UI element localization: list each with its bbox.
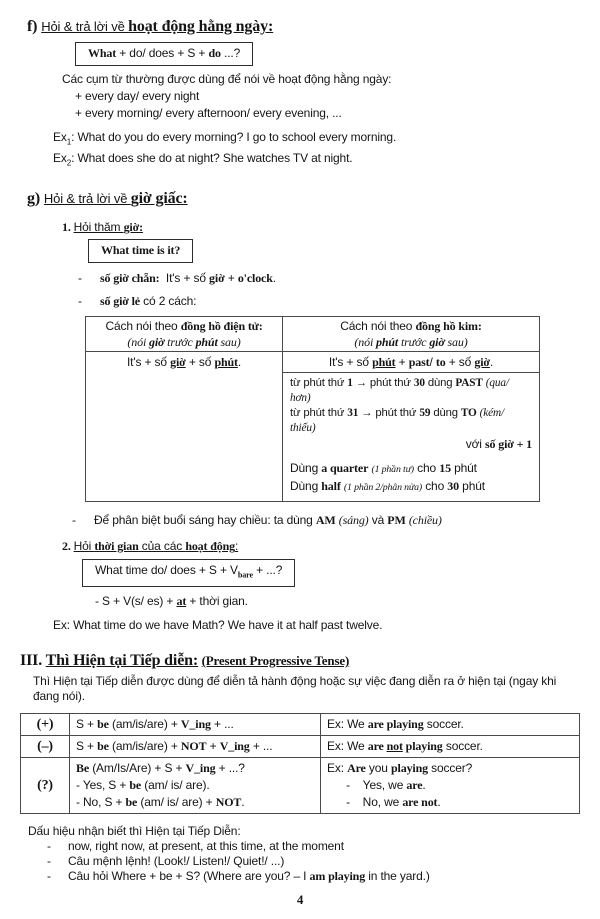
affirmative-sign: (+) xyxy=(21,714,70,736)
question-example: Ex: Are you playing soccer? - Yes, we are. - No, we are not. xyxy=(321,758,580,814)
phrase-every-morning: + every morning/ every afternoon/ every evening, ... xyxy=(75,106,342,120)
formula-box-what-do-does: What + do/ does + S + do ...? xyxy=(75,42,253,66)
signal-item xyxy=(47,854,600,869)
detail-to-rule: từ phút thứ 31 → phút thứ 59 dùng TO (kém/ thiếu) xyxy=(290,406,505,434)
item-1-title: 1. Hỏi thăm giờ: xyxy=(62,219,143,234)
bullet-dash: - xyxy=(47,854,51,869)
bullet-even-hours-text: số giờ chẵn: It's + số giờ + o'clock. xyxy=(100,270,276,285)
formula-box-what-time: What time is it? xyxy=(88,239,193,263)
bullet-dash: - xyxy=(47,839,51,854)
detail-hour-plus-one: với số giờ + 1 xyxy=(465,436,532,451)
negative-formula: S + be (am/is/are) + NOT + V_ing + ... xyxy=(70,736,321,758)
formula-box-what-time-activity: What time do/ does + $S + V_{bare}$ + ...? xyxy=(82,559,295,587)
signal-imperative: Câu mệnh lệnh! (Look!/ Listen!/ Quiet!/ ...) xyxy=(68,854,285,869)
item-2-rule: - S + V(s/ es) + at + thời gian. xyxy=(95,594,248,609)
bullet-dash: - xyxy=(47,869,51,884)
example-2: $Ex_2$: What does she do at night? She watches TV at night. xyxy=(53,151,353,168)
affirmative-example: Ex: We are playing soccer. xyxy=(321,714,580,736)
analog-clock-header: Cách nói theo đồng hồ kim: (nói phút trước giờ sau) xyxy=(283,316,540,351)
section-g xyxy=(0,188,600,633)
question-formula: Be (Am/Is/Are) + S + V_ing + ...? - Yes, S + be (am/ is/ are). - No, S + be (am/ is/ are) + NOT. xyxy=(70,758,321,814)
table-row xyxy=(21,714,580,736)
signal-where-question: Câu hỏi Where + be + S? (Where are you? – I am playing in the yard.) xyxy=(68,869,430,884)
table-row xyxy=(21,736,580,758)
item-2-example: Ex: What time do we have Math? We have it at half past twelve. xyxy=(53,618,383,633)
example-1: $Ex_1$: What do you do every morning? I go to school every morning. xyxy=(53,130,397,147)
bullet-dash: - xyxy=(72,512,76,527)
signal-time-words: now, right now, at present, at this time, at the moment xyxy=(68,839,344,854)
am-pm-note-text: Để phân biệt buổi sáng hay chiều: ta dùng AM (sáng) và PM (chiều) xyxy=(94,512,442,527)
detail-past-rule: từ phút thứ 1 → phút thứ 30 dùng PAST (qua/ hơn) xyxy=(290,376,509,404)
clock-reading-table xyxy=(85,316,540,502)
signal-item xyxy=(47,869,600,884)
bullet-odd-hours xyxy=(78,294,600,309)
digital-clock-header: Cách nói theo đồng hồ điện tử: (nói giờ trước phút sau) xyxy=(86,316,283,351)
phrase-every-day: + every day/ every night xyxy=(75,89,200,103)
section-iii-heading: III. Thì Hiện tại Tiếp diễn: (Present Progressive Tense) xyxy=(20,652,350,670)
bullet-even-hours xyxy=(78,271,600,286)
bullet-odd-hours-text: số giờ lẻ có 2 cách: xyxy=(100,293,197,308)
bullet-dash: - xyxy=(78,293,82,308)
bullet-dash: - xyxy=(78,270,82,285)
table-row xyxy=(21,758,580,814)
detail-half: Dùng half (1 phần 2/phân nửa) cho 30 phút xyxy=(290,478,485,493)
analog-clock-details xyxy=(283,372,540,501)
affirmative-formula: S + be (am/is/are) + V_ing + ... xyxy=(70,714,321,736)
section-g-heading: g) Hỏi & trả lời về giờ giấc: xyxy=(27,189,188,207)
negative-sign: (–) xyxy=(21,736,70,758)
section-iii-intro: Thì Hiện tại Tiếp diễn được dùng để diễn tả hành động hoặc sự việc đang diễn ra ở hiện tại (ngay khi đang nói). xyxy=(33,674,557,704)
page-number: 4 xyxy=(296,892,304,907)
section-iii xyxy=(0,650,600,884)
present-progressive-table xyxy=(20,713,580,814)
am-pm-note xyxy=(72,513,600,528)
question-sign: (?) xyxy=(21,758,70,814)
section-f-intro: Các cụm từ thường được dùng để nói về hoạt động hằng ngày: xyxy=(62,72,392,86)
section-f-heading: f) Hỏi & trả lời về hoạt động hằng ngày: xyxy=(27,18,274,35)
negative-example: Ex: We are not playing soccer. xyxy=(321,736,580,758)
digital-clock-formula: It's + số giờ + số phút. xyxy=(86,351,283,501)
analog-clock-formula: It's + số phút + past/ to + số giờ. xyxy=(283,351,540,372)
section-f xyxy=(0,0,600,171)
signals-title: Dấu hiệu nhận biết thì Hiện tại Tiếp Diễn: xyxy=(28,824,241,839)
signal-item xyxy=(47,839,600,854)
detail-quarter: Dùng a quarter (1 phần tư) cho 15 phút xyxy=(290,460,477,475)
item-2-title: 2. Hỏi thời gian của các hoạt động: xyxy=(62,538,239,553)
